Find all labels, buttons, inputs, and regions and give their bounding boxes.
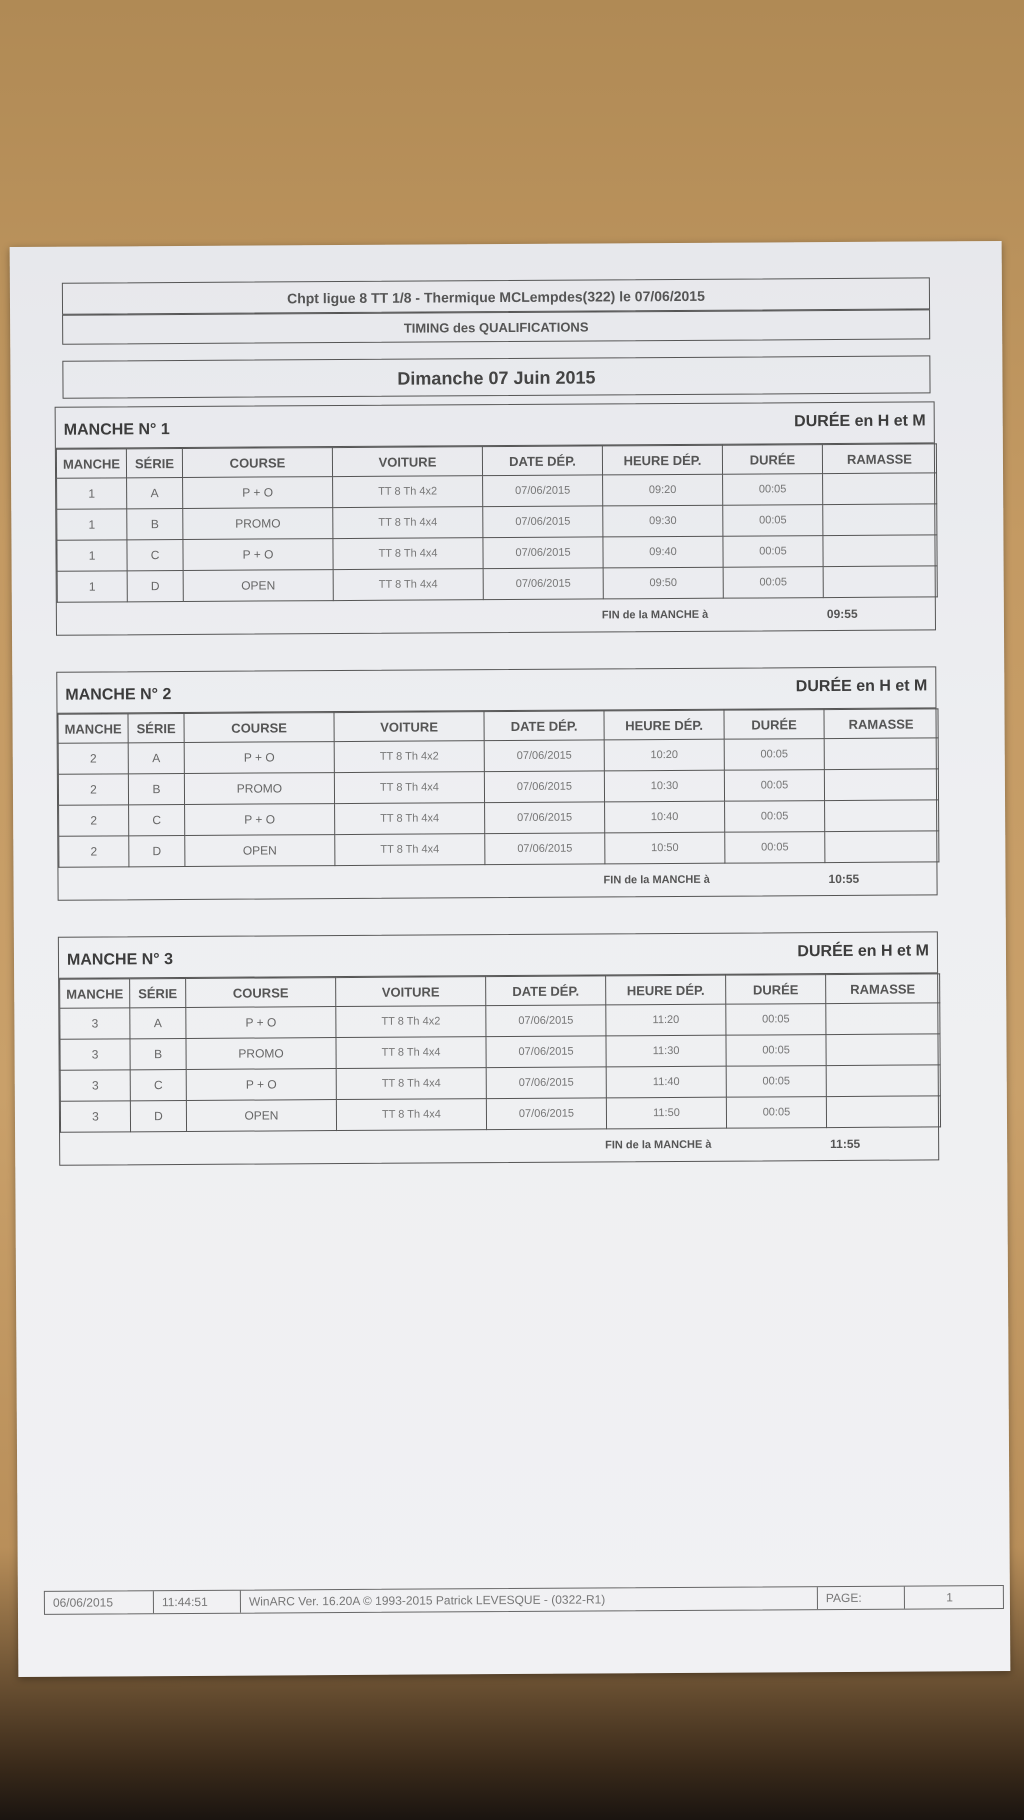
course-cell: PROMO [186,1038,336,1070]
end-time: 10:55 [828,871,860,887]
course-cell: P + O [184,742,334,774]
manche-block [58,931,939,1165]
footer-software: WinARC Ver. 16.20A © 1993-2015 Patrick LEVESQUE - (0322-R1) [241,1587,818,1613]
voiture-cell: TT 8 Th 4x4 [336,1037,486,1069]
date-cell: 07/06/2015 [484,771,604,803]
event-date: Dimanche 07 Juin 2015 [62,355,930,398]
serie-cell: A [127,477,183,508]
ramasse-cell [825,831,939,863]
course-cell: P + O [186,1007,336,1039]
voiture-cell: TT 8 Th 4x4 [333,507,483,539]
footer-time: 11:44:51 [154,1591,241,1614]
heure-cell: 11:20 [606,1004,726,1036]
end-label: FIN de la MANCHE à [601,608,709,622]
footer-page-label: PAGE: [818,1587,905,1610]
document-subtitle: TIMING des QUALIFICATIONS [62,309,930,344]
voiture-cell: TT 8 Th 4x4 [335,803,485,835]
column-header: SÉRIE [128,713,184,742]
serie-cell: D [127,570,183,601]
duree-unit-label: DURÉE en H et M [794,412,926,431]
date-cell: 07/06/2015 [483,568,603,600]
column-header: RAMASSE [826,974,940,1004]
voiture-cell: TT 8 Th 4x4 [333,569,483,601]
voiture-cell: TT 8 Th 4x4 [333,538,483,570]
duree-cell: 00:05 [726,1097,826,1129]
course-cell: PROMO [183,508,333,540]
duree-cell: 00:05 [726,1035,826,1067]
column-header: RAMASSE [824,709,938,739]
column-header: COURSE [182,448,332,478]
manche-end-row [58,862,936,899]
ramasse-cell [824,738,938,770]
column-header: COURSE [184,713,334,743]
table-row [57,566,937,602]
end-label: FIN de la MANCHE à [605,1138,712,1152]
course-cell: P + O [185,804,335,836]
manche-cell: 3 [60,1039,130,1070]
manche-end-row [57,597,935,634]
serie-cell: D [130,1100,186,1131]
course-cell: OPEN [183,570,333,602]
manche-cell: 2 [58,774,128,805]
date-cell: 07/06/2015 [486,1098,606,1130]
timing-table [57,708,939,867]
heure-cell: 10:20 [604,739,724,771]
date-cell: 07/06/2015 [484,740,604,772]
date-cell: 07/06/2015 [486,1036,606,1068]
manche-cell: 2 [59,805,129,836]
end-time: 11:55 [830,1136,861,1152]
manche-cell: 3 [60,1070,130,1101]
course-cell: OPEN [186,1100,336,1132]
column-header: VOITURE [334,712,484,742]
voiture-cell: TT 8 Th 4x4 [334,772,484,804]
date-cell: 07/06/2015 [486,1067,606,1099]
course-cell: P + O [183,539,333,571]
ramasse-cell [823,504,937,536]
duree-cell: 00:05 [726,1004,826,1036]
date-cell: 07/06/2015 [486,1005,606,1037]
manche-header [59,932,937,978]
ramasse-cell [823,566,937,598]
serie-cell: A [130,1007,186,1038]
manche-header [56,402,934,448]
heure-cell: 11:40 [606,1066,726,1098]
heure-cell: 10:30 [604,770,724,802]
duree-unit-label: DURÉE en H et M [797,942,930,961]
column-header: DURÉE [724,710,824,740]
serie-cell: B [130,1038,186,1069]
ramasse-cell [823,473,937,505]
footer-page-number: 1 [946,1590,953,1605]
duree-cell: 00:05 [723,505,823,537]
date-cell: 07/06/2015 [485,833,605,865]
voiture-cell: TT 8 Th 4x2 [334,741,484,773]
voiture-cell: TT 8 Th 4x4 [336,1068,486,1100]
end-time: 09:55 [826,606,858,622]
ramasse-cell [826,1003,940,1035]
manche-header [57,667,935,713]
manche-cell: 1 [57,509,127,540]
manche-block [56,666,937,900]
serie-cell: C [127,539,183,570]
manche-cell: 1 [57,478,127,509]
serie-cell: B [128,773,184,804]
manche-block [55,401,936,635]
manche-cell: 1 [57,571,127,602]
ramasse-cell [825,800,939,832]
course-cell: OPEN [185,835,335,867]
heure-cell: 11:50 [606,1097,726,1129]
ramasse-cell [823,535,937,567]
heure-cell: 10:40 [605,801,725,833]
column-header: HEURE DÉP. [606,975,726,1005]
ramasse-cell [824,769,938,801]
column-header: SÉRIE [130,978,186,1007]
heure-cell: 09:20 [603,474,723,506]
column-header: MANCHE [58,714,128,743]
column-header: DURÉE [726,975,826,1005]
serie-cell: A [128,742,184,773]
duree-cell: 00:05 [723,474,823,506]
serie-cell: C [129,804,185,835]
serie-cell: C [130,1069,186,1100]
heure-cell: 09:30 [603,505,723,537]
course-cell: PROMO [184,773,334,805]
table-row [60,1096,940,1132]
duree-cell: 00:05 [725,801,825,833]
column-header: RAMASSE [822,444,936,474]
column-header: DATE DÉP. [484,711,604,741]
manche-title: MANCHE N° 1 [63,421,170,439]
column-header: VOITURE [336,977,486,1007]
manche-cell: 2 [58,743,128,774]
ramasse-cell [826,1096,940,1128]
voiture-cell: TT 8 Th 4x2 [336,1006,486,1038]
manche-cell: 3 [60,1008,130,1039]
column-header: COURSE [186,978,336,1008]
voiture-cell: TT 8 Th 4x4 [336,1099,486,1131]
duree-cell: 00:05 [723,567,823,599]
date-cell: 07/06/2015 [483,506,603,538]
duree-cell: 00:05 [726,1066,826,1098]
column-header: HEURE DÉP. [602,445,722,475]
duree-cell: 00:05 [725,832,825,864]
voiture-cell: TT 8 Th 4x2 [333,476,483,508]
ramasse-cell [826,1065,940,1097]
date-cell: 07/06/2015 [483,537,603,569]
heure-cell: 09:50 [603,567,723,599]
voiture-cell: TT 8 Th 4x4 [335,834,485,866]
end-label: FIN de la MANCHE à [603,873,710,887]
duree-cell: 00:05 [723,536,823,568]
footer-date: 06/06/2015 [45,1591,154,1614]
column-header: SÉRIE [126,448,182,477]
paper-sheet [10,241,1011,1677]
column-header: MANCHE [60,979,130,1008]
duree-cell: 00:05 [724,739,824,771]
manche-cell: 1 [57,540,127,571]
manche-title: MANCHE N° 2 [65,686,172,704]
document-footer [44,1585,1004,1615]
column-header: DATE DÉP. [482,446,602,476]
course-cell: P + O [183,477,333,509]
date-cell: 07/06/2015 [485,802,605,834]
table-row [59,831,939,867]
timing-table [59,973,941,1132]
heure-cell: 11:30 [606,1035,726,1067]
ramasse-cell [826,1034,940,1066]
serie-cell: B [127,508,183,539]
column-header: HEURE DÉP. [604,710,724,740]
course-cell: P + O [186,1069,336,1101]
manche-end-row [60,1127,938,1164]
manche-cell: 3 [60,1101,130,1132]
date-cell: 07/06/2015 [483,475,603,507]
duree-cell: 00:05 [724,770,824,802]
manche-title: MANCHE N° 3 [66,951,174,969]
serie-cell: D [129,835,185,866]
duree-unit-label: DURÉE en H et M [795,677,928,696]
column-header: DURÉE [722,445,822,475]
championship-title: Chpt ligue 8 TT 1/8 - Thermique MCLempdes(322) le 07/06/2015 [62,277,930,314]
heure-cell: 10:50 [605,832,725,864]
column-header: DATE DÉP. [486,976,606,1006]
column-header: MANCHE [56,449,126,478]
timing-table [56,443,938,602]
manche-cell: 2 [59,836,129,867]
heure-cell: 09:40 [603,536,723,568]
column-header: VOITURE [332,447,482,477]
